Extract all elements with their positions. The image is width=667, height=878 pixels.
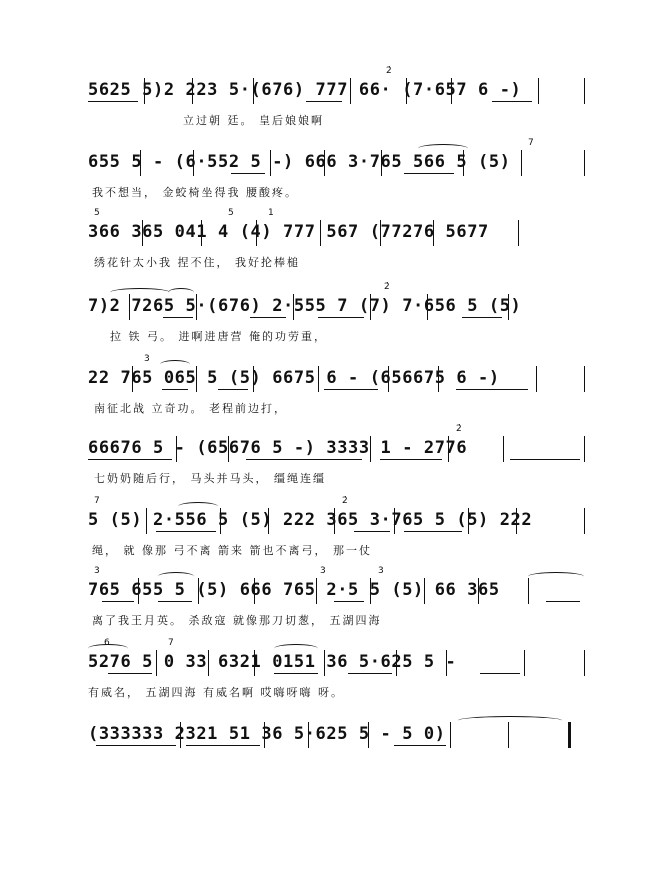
barline [270,150,271,176]
barline [368,722,369,748]
barline [396,650,397,676]
barline [334,508,335,534]
barline [196,366,197,392]
barline [433,220,434,246]
duration-underline [96,745,176,746]
duration-underline [163,317,193,318]
barline [320,220,321,246]
barline [406,78,407,104]
duration-underline [324,389,378,390]
barline [268,508,269,534]
barline [370,294,371,320]
score-line-10 [88,722,588,788]
lyrics-line-5: 南征北战 立奇功。 老程前边打， [94,402,287,415]
score-line-9 [88,638,588,716]
grace-note: 2̇ [386,66,392,76]
barline [253,366,254,392]
barline [208,650,209,676]
barline [193,150,194,176]
duration-underline [348,673,392,674]
barline [451,78,452,104]
slur-mark [160,360,190,369]
grace-note: 7 [94,496,100,506]
barline [584,150,585,176]
grace-note: 3 [144,354,150,364]
barline [308,722,309,748]
notes-line-2: 655 5 - (6·552 5 -) 666 3·765 566 5 (5) [88,152,511,172]
notes-line-3: 366 365 041 4 (4) 777 567 (77276 5677 [88,222,489,242]
grace-note: 5 [228,208,234,218]
barline [142,220,143,246]
barline [196,294,197,320]
barline [253,78,254,104]
duration-underline [158,601,192,602]
grace-note: 2̇ [456,424,462,434]
score-line-7 [88,496,588,574]
lyrics-line-6: 七奶奶随后行， 马头并马头， 缰绳连缰 [94,472,326,485]
notes-line-5: 22 765 065 5 (5) 6675 6 - (656675 6 -) [88,368,500,388]
duration-underline [88,459,172,460]
barline [394,508,395,534]
barline [256,220,257,246]
score-line-2 [88,138,588,216]
barline [264,722,265,748]
grace-note: 5 [94,208,100,218]
duration-underline [231,173,265,174]
lyrics-line-1: 立过朝 廷。 皇后娘娘啊 [183,114,324,127]
barline [201,220,202,246]
barline [518,220,519,246]
grace-note: 7 [168,638,174,648]
barline [508,722,509,748]
barline [254,578,255,604]
barline [380,220,381,246]
notes-line-7: 5 (5) 2·556 5 (5) 222 365 3·765 5 (5) 222 [88,510,533,530]
grace-note: 7 [528,138,534,148]
barline [516,508,517,534]
lyrics-line-4: 拉 铁 弓。 进啊进唐营 俺的功劳重， [110,330,327,343]
grace-note: 6 [104,638,110,648]
grace-note: 3 [378,566,384,576]
barline [138,578,139,604]
barline [388,366,389,392]
barline [316,578,317,604]
lyrics-line-3: 绣花针太小我 捏不住， 我好抡棒槌 [94,256,300,269]
duration-underline [218,389,248,390]
notes-line-9: 5276 5 0 33 6321 0151 36 5·625 5 - [88,652,457,672]
slur-mark [110,288,170,297]
barline [584,650,585,676]
grace-note: 3 [94,566,100,576]
barline [156,650,157,676]
duration-underline [394,745,446,746]
barline [463,150,464,176]
duration-underline [456,389,528,390]
barline [129,294,130,320]
barline [146,508,147,534]
duration-underline [186,745,260,746]
notes-line-10: (333333 2321 51 36 5·625 5 - 5 0) [88,724,446,744]
grace-note: 1 [268,208,274,218]
barline [220,508,221,534]
duration-underline [404,531,462,532]
score-line-8 [88,566,588,644]
barline [318,366,319,392]
barline [468,508,469,534]
barline [536,366,537,392]
barline [524,650,525,676]
duration-underline [250,317,286,318]
barline [176,436,177,462]
notes-line-8: 765 655 5 (5) 666 765 2·5 5 (5) 66 365 [88,580,500,600]
notes-line-6: 66676 5 - (65676 5 -) 3333 1 - 2776 [88,438,468,458]
grace-note: 2̇ [384,282,390,292]
duration-underline [108,673,152,674]
notes-line-1: 5625 5)2 223 5·(676) 777 66· (7·657 6 -) [88,80,522,100]
duration-underline [354,531,390,532]
barline [228,436,229,462]
duration-underline [156,531,216,532]
score-line-3 [88,208,588,286]
duration-underline [102,601,134,602]
notes-line-4: 7)2 7265 5·(676) 2·555 7 (7) 7·656 5 (5) [88,296,522,316]
duration-underline [162,389,188,390]
duration-underline [480,673,520,674]
barline [180,722,181,748]
grace-note: 2̇ [342,496,348,506]
score-line-4 [88,282,588,360]
slur-mark [458,716,562,725]
barline [350,78,351,104]
barline [478,578,479,604]
barline [198,578,199,604]
barline [381,150,382,176]
duration-underline [306,101,342,102]
barline [192,78,193,104]
duration-underline [492,101,532,102]
barline [450,722,451,748]
barline [293,294,294,320]
duration-underline [318,317,364,318]
barline [144,78,145,104]
barline [584,78,585,104]
duration-underline [334,601,364,602]
score-line-1 [88,66,588,144]
slur-mark [168,288,194,297]
barline [254,650,255,676]
lyrics-line-7: 绳， 就 像那 弓不离 箭来 箭也不离弓， 那一仗 [92,544,372,557]
duration-underline [404,173,454,174]
slur-mark [274,644,318,653]
barline [584,366,585,392]
barline [438,366,439,392]
slur-mark [528,572,584,581]
duration-underline [246,459,362,460]
duration-underline [380,459,442,460]
score-line-5 [88,354,588,432]
barline [324,650,325,676]
barline [508,294,509,320]
barline [370,436,371,462]
grace-note: 3 [320,566,326,576]
barline [324,150,325,176]
duration-underline [462,317,502,318]
duration-underline [274,673,318,674]
barline [424,578,425,604]
score-line-6 [88,424,588,502]
barline [584,436,585,462]
barline [503,436,504,462]
final-barline [568,722,571,748]
barline [132,366,133,392]
slur-mark [178,502,218,511]
barline [521,150,522,176]
slur-mark [158,572,194,581]
duration-underline [510,459,580,460]
barline [427,294,428,320]
barline [584,508,585,534]
barline [528,578,529,604]
barline [448,436,449,462]
barline [140,150,141,176]
lyrics-line-8: 离了我王月英。 杀敌寇 就像那刀切葱， 五湖四海 [92,614,382,627]
barline [370,578,371,604]
barline [446,650,447,676]
duration-underline [546,601,580,602]
duration-underline [88,101,138,102]
barline [538,78,539,104]
lyrics-line-2: 我不想当， 金蛟椅坐得我 腰酸疼。 [92,186,298,199]
lyrics-line-9: 有威名， 五湖四海 有威名啊 哎嗨呀嗨 呀。 [88,686,344,699]
slur-mark [418,144,468,153]
